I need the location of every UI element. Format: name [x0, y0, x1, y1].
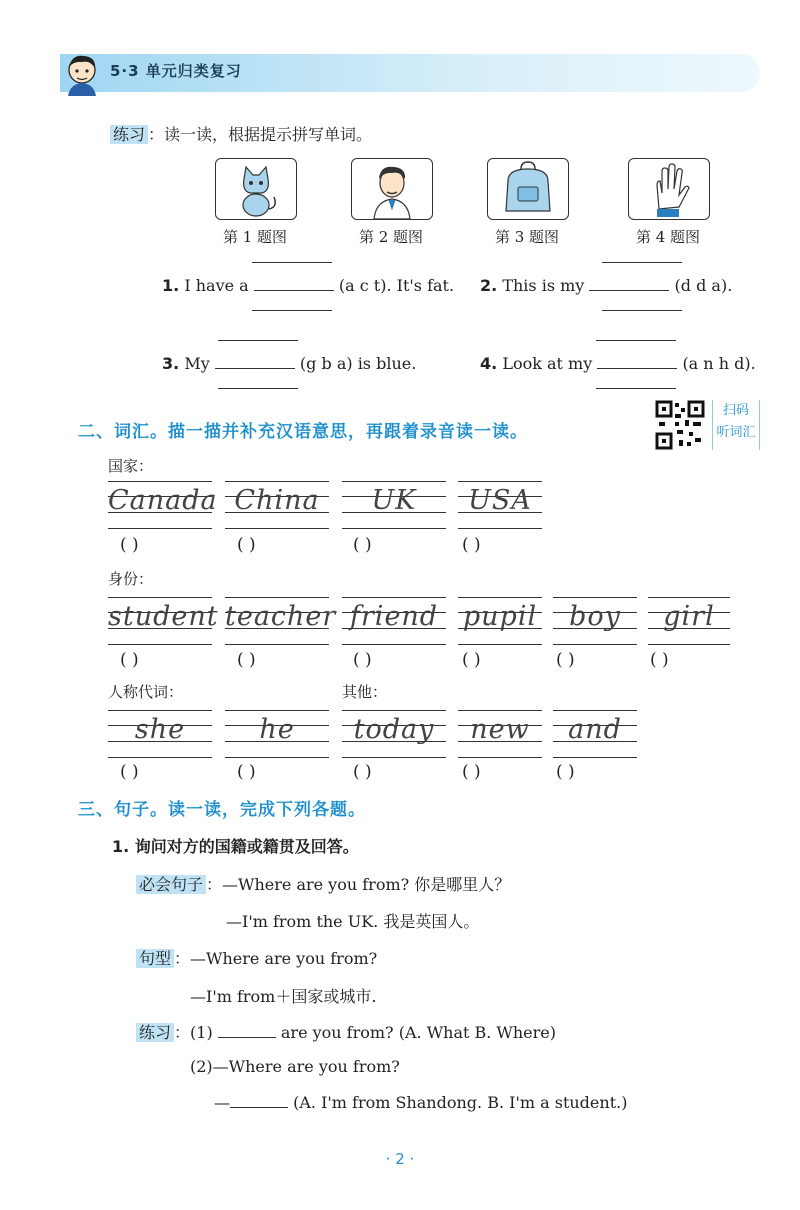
countries-label: 国家：: [108, 457, 154, 475]
meaning-blank-girl[interactable]: ( ): [650, 650, 669, 670]
q3-line-bottom: [218, 388, 298, 389]
word-grid-boy: boy: [553, 597, 637, 645]
pattern-label: 句型: [136, 949, 174, 968]
meaning-blank-boy[interactable]: ( ): [556, 650, 575, 670]
meaning-blank-and[interactable]: ( ): [556, 762, 575, 782]
caption-4: 第 4 题图: [635, 228, 701, 246]
item-1-heading: 1. 询问对方的国籍或籍贯及回答。: [112, 837, 359, 856]
question-2: 2. This is my (d d a).: [480, 276, 733, 295]
practice-3-line-2: (2)—Where are you from?: [190, 1057, 400, 1076]
meaning-blank-pupil[interactable]: ( ): [462, 650, 481, 670]
pattern-line-1: 句型 ：—Where are you from?: [136, 946, 377, 969]
word-grid-canada: Canada: [108, 481, 212, 529]
meaning-blank-today[interactable]: ( ): [353, 762, 372, 782]
meaning-blank-usa[interactable]: ( ): [462, 535, 481, 555]
q2-line-top: [602, 262, 682, 263]
word-grid-and: and: [553, 710, 637, 758]
word-grid-friend: friend: [342, 597, 446, 645]
pronouns-label: 人称代词：: [108, 683, 184, 701]
question-3: 3. My (g b a) is blue.: [162, 354, 417, 373]
section-2-title: 二、词汇。描一描并补充汉语意思，再跟着录音读一读。: [78, 422, 528, 442]
word-grid-today: today: [342, 710, 446, 758]
must-know-line-2: —I'm from the UK. 我是英国人。: [226, 912, 480, 931]
practice-label: 练习: [110, 125, 148, 144]
qr-caption: 扫码 听词汇: [712, 400, 760, 450]
section-3-title: 三、句子。读一读，完成下列各题。: [78, 800, 366, 820]
word-grid-china: China: [225, 481, 329, 529]
question-4: 4. Look at my (a n h d).: [480, 354, 756, 373]
caption-3: 第 3 题图: [494, 228, 560, 246]
meaning-blank-friend[interactable]: ( ): [353, 650, 372, 670]
word-grid-teacher: teacher: [225, 597, 329, 645]
meaning-blank-he[interactable]: ( ): [237, 762, 256, 782]
page-number: · 2 ·: [385, 1150, 415, 1168]
others-label: 其他：: [342, 683, 388, 701]
bag-picture: [487, 158, 569, 220]
meaning-blank-student[interactable]: ( ): [120, 650, 139, 670]
caption-1: 第 1 题图: [222, 228, 288, 246]
q4-answer-blank[interactable]: [597, 368, 677, 369]
practice-instruction: 练习 ：读一读，根据提示拼写单词。: [110, 122, 372, 145]
hand-icon: [629, 159, 709, 219]
practice-3-line-3: — (A. I'm from Shandong. B. I'm a student.): [214, 1093, 628, 1112]
q2-answer-blank[interactable]: [589, 290, 669, 291]
mascot-icon: [62, 52, 104, 96]
must-know-line-1: 必会句子 ：—Where are you from? 你是哪里人？: [136, 872, 510, 895]
q4-line-bottom: [596, 388, 676, 389]
meaning-blank-new[interactable]: ( ): [462, 762, 481, 782]
q2-line-bottom: [602, 310, 682, 311]
practice-3-label: 练习: [136, 1023, 174, 1042]
man-icon: [352, 159, 432, 219]
meaning-blank-she[interactable]: ( ): [120, 762, 139, 782]
word-grid-new: new: [458, 710, 542, 758]
meaning-blank-uk[interactable]: ( ): [353, 535, 372, 555]
word-grid-she: she: [108, 710, 212, 758]
dad-picture: [351, 158, 433, 220]
header-title: 5·3 单元归类复习: [110, 62, 242, 80]
word-grid-uk: UK: [342, 481, 446, 529]
p2-answer-blank[interactable]: [230, 1107, 288, 1108]
q1-line-bottom: [252, 310, 332, 311]
word-grid-girl: girl: [648, 597, 730, 645]
word-grid-student: student: [108, 597, 212, 645]
q3-line-top: [218, 340, 298, 341]
p1-answer-blank[interactable]: [218, 1037, 276, 1038]
q1-answer-blank[interactable]: [254, 290, 334, 291]
q1-line-top: [252, 262, 332, 263]
cat-icon: [216, 159, 296, 219]
practice-3-line-1: 练习 ：(1) are you from? (A. What B. Where): [136, 1020, 556, 1043]
word-grid-pupil: pupil: [458, 597, 542, 645]
cat-picture: [215, 158, 297, 220]
identity-label: 身份：: [108, 570, 154, 588]
backpack-icon: [488, 159, 568, 219]
word-grid-he: he: [225, 710, 329, 758]
must-know-label: 必会句子: [136, 875, 206, 894]
caption-2: 第 2 题图: [358, 228, 424, 246]
word-grid-usa: USA: [458, 481, 542, 529]
pattern-line-2: —I'm from＋国家或城市.: [190, 987, 377, 1006]
q3-answer-blank[interactable]: [215, 368, 295, 369]
question-1: 1. I have a (a c t). It's fat.: [162, 276, 455, 295]
q4-line-top: [596, 340, 676, 341]
meaning-blank-china[interactable]: ( ): [237, 535, 256, 555]
meaning-blank-canada[interactable]: ( ): [120, 535, 139, 555]
meaning-blank-teacher[interactable]: ( ): [237, 650, 256, 670]
hand-picture: [628, 158, 710, 220]
qr-code-icon[interactable]: [655, 400, 705, 450]
